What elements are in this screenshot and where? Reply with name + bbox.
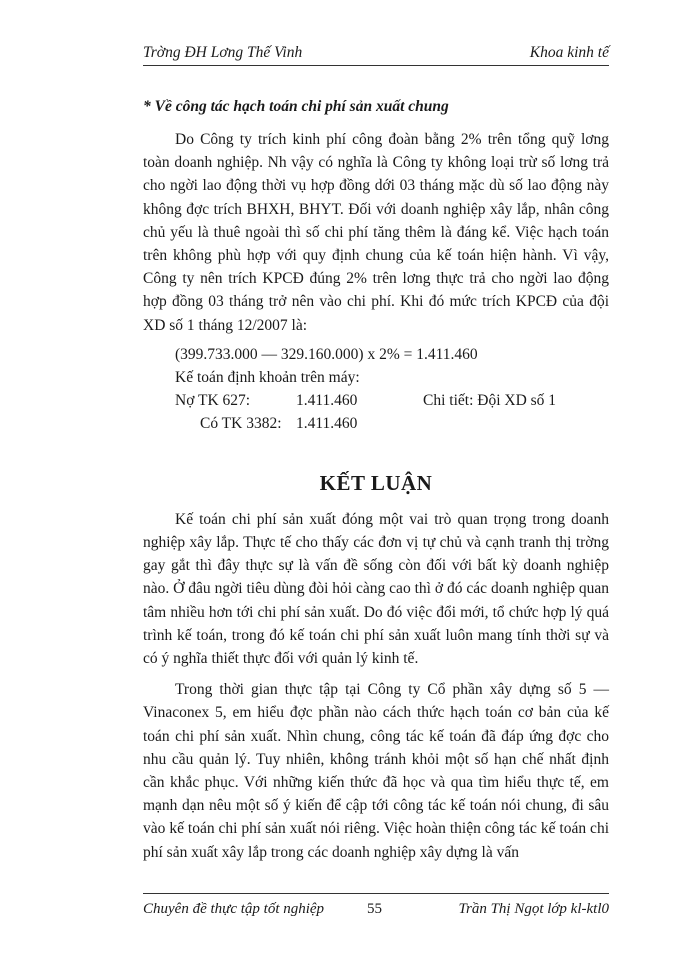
section-title: * Về công tác hạch toán chi phí sản xuất chung xyxy=(143,98,449,115)
calculation-block xyxy=(175,343,609,435)
footer-report-title: Chuyên đề thực tập tốt nghiệp xyxy=(143,901,325,917)
conclusion-paragraph-1: Kế toán chi phí sản xuất đóng một vai trò quan trọng trong doanh nghiệp xây lắp. Thực tế cho thấy các đơn vị tự chủ và cạnh tranh thị trờng gay gắt thì đây thực sự là vấn đề sống còn đối với bất kỳ doanh nghiệp nào. Ở đâu ngời tiêu dùng đòi hỏi càng cao thì ở đó các doanh nghiệp quan tâm nhiều hơn tới chi phí sản xuất. Do đó việc đổi mới, tổ chức hợp lý quá trình kế toán, trong đó kế toán chi phí sản xuất luôn mang tính thời sự và có ý nghĩa thiết thực đối với quản lý kinh tế. xyxy=(143,510,609,668)
credit-amount: 1.411.460 xyxy=(296,414,358,432)
footer-author: Trần Thị Ngọt lớp kl-ktl0 xyxy=(458,901,609,917)
conclusion-paragraph-2: Trong thời gian thực tập tại Công ty Cổ phần xây dựng số 5 — Vinaconex 5, em hiểu đợc phần nào cách thức hạch toán cơ bản của kế toán chi phí sản xuất. Nhìn chung, công tác kế toán đã đáp ứng đợc cho nhu cầu quản lý. Tuy nhiên, không tránh khỏi một số hạn chế nhất định cần khắc phục. Với những kiến thức đã học và qua tìm hiểu thực tế, em mạnh dạn nêu một số ý kiến để cập tới công tác kế toán nói chung, đi sâu vào kế toán chi phí sản xuất nói riêng. Việc hoàn thiện công tác kế toán chi phí sản xuất xây lắp trong các doanh nghiệp xây dựng là vấn xyxy=(143,681,609,861)
credit-label: Có TK 3382: xyxy=(200,414,282,432)
header-university: Trờng ĐH Lơng Thế Vinh xyxy=(143,44,303,61)
conclusion-title: KẾT LUẬN xyxy=(319,470,433,495)
debit-detail: Chi tiết: Đội XD số 1 xyxy=(423,391,557,409)
debit-label: Nợ TK 627: xyxy=(175,391,251,409)
debit-amount: 1.411.460 xyxy=(296,391,358,409)
credit-row xyxy=(175,412,609,435)
formula-row xyxy=(175,343,609,366)
debit-row xyxy=(175,389,609,412)
page-footer xyxy=(143,901,609,923)
entry-label: Kế toán định khoản trên máy: xyxy=(175,368,360,386)
page-body xyxy=(143,97,609,864)
header-faculty: Khoa kinh tế xyxy=(529,44,609,61)
formula: (399.733.000 — 329.160.000) x 2% = 1.411.460 xyxy=(175,345,478,363)
page-number: 55 xyxy=(367,901,382,917)
entry-label-row xyxy=(175,366,609,389)
section-paragraph: Do Công ty trích kinh phí công đoàn bằng 2% trên tổng quỹ lơng toàn doanh nghiệp. Nh vậy có nghĩa là Công ty không loại trừ số lơng trả cho ngời lao động thời vụ hợp đồng dới 03 tháng mặc dù số lao động này không đợc trích BHXH, BHYT. Đối với doanh nghiệp xây lắp, nhân công chủ yếu là thuê ngoài thì số chi phí tăng thêm là đáng kể. Việc hạch toán trên không phù hợp với quy định chung của kế toán hiện hành. Vì vậy, Công ty nên trích KPCĐ đúng 2% trên lơng thực trả cho ngời lao động hợp đồng 03 tháng trở nên vào chi phí. Khi đó mức trích KPCĐ của đội XD số 1 tháng 12/2007 là: xyxy=(143,131,609,334)
footer-rule xyxy=(143,893,609,894)
header-rule xyxy=(143,65,609,66)
page-header xyxy=(143,44,609,66)
